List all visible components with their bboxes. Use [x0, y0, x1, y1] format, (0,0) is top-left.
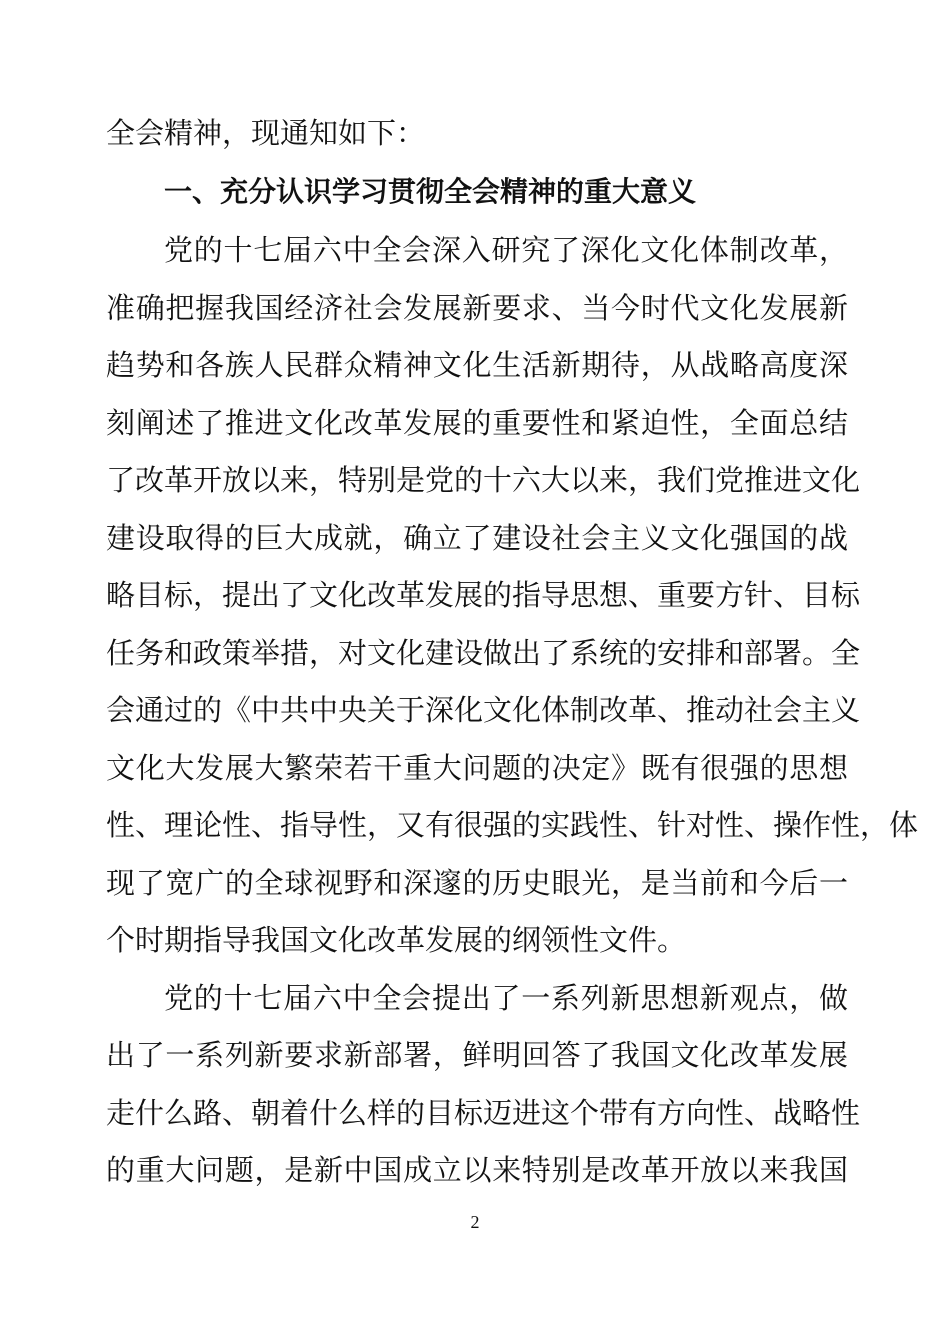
paragraph-1-line-1: 党的十七届六中全会深入研究了深化文化体制改革，: [164, 233, 848, 267]
paragraph-1-line-8: 任务和政策举措，对文化建设做出了系统的安排和部署。全: [106, 636, 861, 670]
paragraph-2-line-4: 的重大问题，是新中国成立以来特别是改革开放以来我国: [106, 1153, 848, 1187]
text-line-intro: 全会精神，现通知如下：: [106, 116, 426, 150]
paragraph-1-line-3: 趋势和各族人民群众精神文化生活新期待，从战略高度深: [106, 348, 848, 382]
paragraph-1-line-13: 个时期指导我国文化改革发展的纲领性文件。: [106, 923, 687, 957]
paragraph-1-line-7: 略目标，提出了文化改革发展的指导思想、重要方针、目标: [106, 578, 861, 612]
paragraph-1-line-9: 会通过的《中共中央关于深化文化体制改革、推动社会主义: [106, 693, 861, 727]
paragraph-1-line-10: 文化大发展大繁荣若干重大问题的决定》既有很强的思想: [106, 751, 848, 785]
page-number: 2: [470, 1212, 480, 1232]
paragraph-1-line-6: 建设取得的巨大成就，确立了建设社会主义文化强国的战: [106, 521, 848, 555]
paragraph-1-line-5: 了改革开放以来，特别是党的十六大以来，我们党推进文化: [106, 463, 861, 497]
paragraph-2-line-3: 走什么路、朝着什么样的目标迈进这个带有方向性、战略性: [106, 1096, 861, 1130]
paragraph-1-line-2: 准确把握我国经济社会发展新要求、当今时代文化发展新: [106, 291, 848, 325]
paragraph-2-line-1: 党的十七届六中全会提出了一系列新思想新观点，做: [164, 981, 848, 1015]
paragraph-1-line-12: 现了宽广的全球视野和深邃的历史眼光，是当前和今后一: [106, 866, 848, 900]
paragraph-1-line-4: 刻阐述了推进文化改革发展的重要性和紧迫性，全面总结: [106, 406, 848, 440]
paragraph-1-line-11: 性、理论性、指导性，又有很强的实践性、针对性、操作性，体: [106, 808, 919, 842]
paragraph-2-line-2: 出了一系列新要求新部署，鲜明回答了我国文化改革发展: [106, 1038, 848, 1072]
section-heading: 一、充分认识学习贯彻全会精神的重大意义: [164, 175, 697, 208]
